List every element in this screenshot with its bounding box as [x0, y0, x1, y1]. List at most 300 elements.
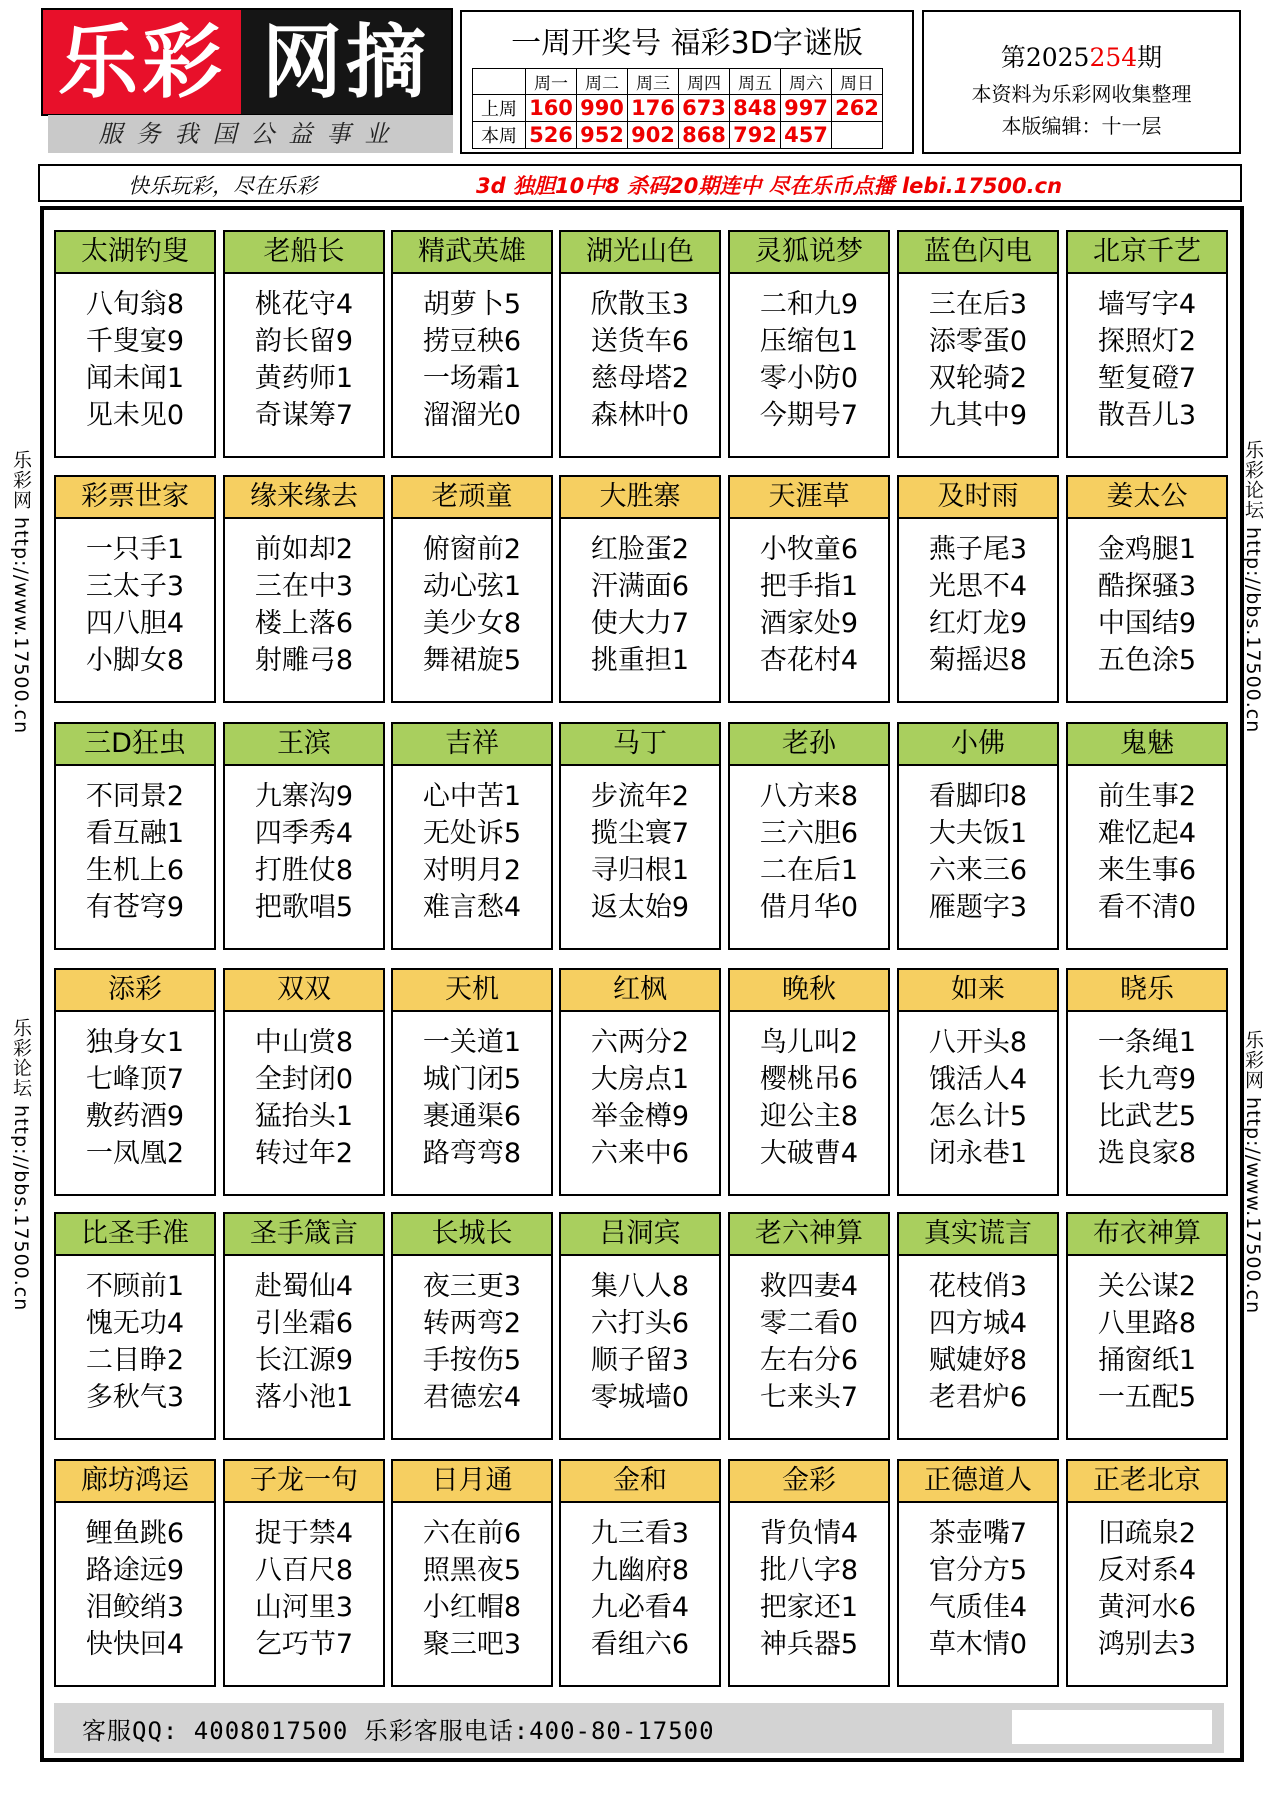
riddle-line: 看互融1 — [85, 818, 185, 849]
riddle-line: 看脚印8 — [928, 781, 1028, 812]
draw-number: 902 — [628, 122, 679, 149]
riddle-line: 光思不4 — [928, 571, 1028, 602]
card-author: 金和 — [561, 1461, 719, 1503]
card-author: 圣手箴言 — [225, 1214, 383, 1256]
draws-corner-cell — [473, 69, 526, 95]
riddle-line: 一只手1 — [85, 534, 185, 565]
card-author: 吕洞宾 — [561, 1214, 719, 1256]
riddle-line: 慈母塔2 — [590, 363, 690, 394]
riddle-line: 关公谋2 — [1097, 1271, 1197, 1302]
riddle-line: 八里路8 — [1097, 1308, 1197, 1339]
last-week-label: 上周 — [473, 95, 526, 122]
riddle-line: 森林叶0 — [590, 400, 690, 431]
card-author: 吉祥 — [393, 724, 551, 766]
card-riddles — [730, 766, 888, 926]
riddle-line: 小红帽8 — [422, 1592, 522, 1623]
riddle-card — [223, 1459, 385, 1687]
card-riddles — [1068, 1503, 1226, 1663]
riddle-line: 二和九9 — [759, 289, 859, 320]
draws-title: 一周开奖号 福彩3D字谜版 — [511, 26, 863, 61]
logo-part-red: 乐彩 — [43, 10, 241, 114]
riddle-card — [223, 968, 385, 1196]
riddle-line: 路弯弯8 — [422, 1138, 522, 1169]
card-riddles — [899, 1503, 1057, 1663]
riddle-line: 手按伤5 — [422, 1345, 522, 1376]
card-riddles — [56, 766, 214, 926]
riddle-line: 送货车6 — [590, 326, 690, 357]
riddle-line: 射雕弓8 — [254, 645, 354, 676]
riddle-line: 三六胆6 — [759, 818, 859, 849]
draws-table — [472, 68, 883, 149]
card-riddles — [56, 274, 214, 434]
card-author: 天机 — [393, 970, 551, 1012]
card-riddles — [561, 1012, 719, 1172]
card-author: 及时雨 — [899, 477, 1057, 519]
riddle-line: 溜溜光0 — [422, 400, 522, 431]
card-author: 长城长 — [393, 1214, 551, 1256]
footer-blank-box — [1012, 1710, 1212, 1744]
draw-number: 160 — [526, 95, 577, 122]
riddle-line: 小牧童6 — [759, 534, 859, 565]
card-riddles — [561, 274, 719, 434]
riddle-card — [391, 230, 553, 458]
riddle-line: 泪鲛绡3 — [85, 1592, 185, 1623]
issue-panel — [922, 10, 1241, 154]
riddle-card — [223, 230, 385, 458]
riddle-card — [728, 1459, 890, 1687]
riddle-line: 酒家处9 — [759, 608, 859, 639]
card-author: 比圣手准 — [56, 1214, 214, 1256]
riddle-line: 零城墙0 — [590, 1382, 690, 1413]
riddle-line: 鲤鱼跳6 — [85, 1518, 185, 1549]
riddle-line: 动心弦1 — [422, 571, 522, 602]
card-author: 老六神算 — [730, 1214, 888, 1256]
card-riddles — [225, 519, 383, 679]
riddle-line: 千叟宴9 — [85, 326, 185, 357]
riddle-line: 六来三6 — [928, 855, 1028, 886]
riddle-line: 举金樽9 — [590, 1101, 690, 1132]
side-text-right-bottom: 乐彩网 http://www.17500.cn — [1242, 1030, 1264, 1315]
riddle-card — [728, 230, 890, 458]
card-riddles — [56, 519, 214, 679]
riddle-line: 救四妻4 — [759, 1271, 859, 1302]
riddle-line: 黄药师1 — [254, 363, 354, 394]
card-riddles — [730, 1256, 888, 1416]
riddle-line: 怎么计5 — [928, 1101, 1028, 1132]
riddle-line: 快快回4 — [85, 1629, 185, 1660]
riddle-line: 顺子留3 — [590, 1345, 690, 1376]
riddle-line: 樱桃吊6 — [759, 1064, 859, 1095]
riddle-line: 鸟儿叫2 — [759, 1027, 859, 1058]
card-riddles — [56, 1503, 214, 1663]
this-week-row — [473, 122, 883, 149]
riddle-card — [391, 1459, 553, 1687]
riddle-line: 双轮骑2 — [928, 363, 1028, 394]
riddle-line: 城门闭5 — [422, 1064, 522, 1095]
card-riddles — [730, 1012, 888, 1172]
riddle-line: 六两分2 — [590, 1027, 690, 1058]
riddle-line: 九其中9 — [928, 400, 1028, 431]
card-riddles — [899, 766, 1057, 926]
riddle-card — [391, 1212, 553, 1440]
card-riddles — [225, 1012, 383, 1172]
riddle-line: 不顾前1 — [85, 1271, 185, 1302]
riddle-line: 借月华0 — [759, 892, 859, 923]
weekday-header: 周三 — [628, 69, 679, 95]
riddle-card — [54, 1212, 216, 1440]
riddle-line: 闻未闻1 — [85, 363, 185, 394]
riddle-line: 气质佳4 — [928, 1592, 1028, 1623]
riddle-line: 鸿别去3 — [1097, 1629, 1197, 1660]
card-author: 大胜寨 — [561, 477, 719, 519]
issue-suffix: 期 — [1137, 43, 1163, 72]
riddle-line: 夜三更3 — [422, 1271, 522, 1302]
card-author: 如来 — [899, 970, 1057, 1012]
card-riddles — [1068, 766, 1226, 926]
riddle-line: 捉于禁4 — [254, 1518, 354, 1549]
riddle-card — [897, 722, 1059, 950]
riddle-line: 七来头7 — [759, 1382, 859, 1413]
riddle-line: 美少女8 — [422, 608, 522, 639]
card-riddles — [1068, 1012, 1226, 1172]
riddle-line: 八百尺8 — [254, 1555, 354, 1586]
riddle-line: 桃花守4 — [254, 289, 354, 320]
riddle-line: 反对系4 — [1097, 1555, 1197, 1586]
card-riddles — [56, 1012, 214, 1172]
card-author: 太湖钓叟 — [56, 232, 214, 274]
riddle-card — [223, 1212, 385, 1440]
riddle-line: 旧疏泉2 — [1097, 1518, 1197, 1549]
issue-prefix: 第2025 — [1000, 43, 1090, 72]
side-text-left-top: 乐彩网 http://www.17500.cn — [10, 450, 32, 735]
riddle-line: 一条绳1 — [1097, 1027, 1197, 1058]
card-author: 小佛 — [899, 724, 1057, 766]
riddle-line: 转两弯2 — [422, 1308, 522, 1339]
riddle-line: 茶壶嘴7 — [928, 1518, 1028, 1549]
riddle-line: 大破曹4 — [759, 1138, 859, 1169]
riddle-line: 愧无功4 — [85, 1308, 185, 1339]
card-author: 蓝色闪电 — [899, 232, 1057, 274]
riddle-line: 汗满面6 — [590, 571, 690, 602]
riddle-line: 难言愁4 — [422, 892, 522, 923]
riddle-line: 步流年2 — [590, 781, 690, 812]
riddle-line: 一场霜1 — [422, 363, 522, 394]
riddle-line: 选良家8 — [1097, 1138, 1197, 1169]
riddle-card — [1066, 475, 1228, 703]
riddle-line: 九寨沟9 — [254, 781, 354, 812]
riddle-line: 菊摇迟8 — [928, 645, 1028, 676]
riddle-line: 集八人8 — [590, 1271, 690, 1302]
riddle-line: 八开头8 — [928, 1027, 1028, 1058]
riddle-line: 黄河水6 — [1097, 1592, 1197, 1623]
riddle-line: 来生事6 — [1097, 855, 1197, 886]
riddle-line: 楼上落6 — [254, 608, 354, 639]
riddle-line: 一五配5 — [1097, 1382, 1197, 1413]
card-author: 三D狂虫 — [56, 724, 214, 766]
riddle-line: 背负情4 — [759, 1518, 859, 1549]
riddle-card — [559, 1212, 721, 1440]
footer-bar — [54, 1703, 1224, 1753]
draw-number: 176 — [628, 95, 679, 122]
card-author: 晚秋 — [730, 970, 888, 1012]
editor-note: 本版编辑：十一层 — [1001, 114, 1162, 138]
riddle-line: 雁题字3 — [928, 892, 1028, 923]
card-riddles — [393, 1012, 551, 1172]
riddle-card — [54, 722, 216, 950]
riddle-line: 中国结9 — [1097, 608, 1197, 639]
riddle-line: 使大力7 — [590, 608, 690, 639]
riddle-line: 路途远9 — [85, 1555, 185, 1586]
riddle-line: 花枝俏3 — [928, 1271, 1028, 1302]
riddle-line: 山河里3 — [254, 1592, 354, 1623]
weekly-draws-panel — [460, 10, 914, 154]
riddle-line: 左右分6 — [759, 1345, 859, 1376]
riddle-line: 迎公主8 — [759, 1101, 859, 1132]
card-author: 精武英雄 — [393, 232, 551, 274]
draw-number: 848 — [730, 95, 781, 122]
riddle-card — [54, 475, 216, 703]
riddle-line: 裹通渠6 — [422, 1101, 522, 1132]
card-author: 姜太公 — [1068, 477, 1226, 519]
card-riddles — [225, 1503, 383, 1663]
riddle-line: 俯窗前2 — [422, 534, 522, 565]
riddle-line: 挑重担1 — [590, 645, 690, 676]
riddle-line: 韵长留9 — [254, 326, 354, 357]
weekday-header: 周五 — [730, 69, 781, 95]
card-author: 缘来缘去 — [225, 477, 383, 519]
riddle-line: 八方来8 — [759, 781, 859, 812]
weekday-header: 周六 — [781, 69, 832, 95]
riddle-line: 批八字8 — [759, 1555, 859, 1586]
card-author: 马丁 — [561, 724, 719, 766]
riddle-line: 一关道1 — [422, 1027, 522, 1058]
riddle-line: 三太子3 — [85, 571, 185, 602]
card-riddles — [899, 519, 1057, 679]
side-text-right-top: 乐彩论坛 http://bbs.17500.cn — [1242, 440, 1264, 734]
riddle-line: 前如却2 — [254, 534, 354, 565]
riddle-line: 四八胆4 — [85, 608, 185, 639]
riddle-card — [1066, 230, 1228, 458]
riddle-line: 前生事2 — [1097, 781, 1197, 812]
riddle-line: 赋婕妤8 — [928, 1345, 1028, 1376]
riddle-line: 引坐霜6 — [254, 1308, 354, 1339]
riddle-line: 大房点1 — [590, 1064, 690, 1095]
riddle-line: 神兵器5 — [759, 1629, 859, 1660]
riddle-card — [897, 230, 1059, 458]
riddle-line: 无处诉5 — [422, 818, 522, 849]
riddle-card — [223, 475, 385, 703]
riddle-line: 燕子尾3 — [928, 534, 1028, 565]
card-author: 正德道人 — [899, 1461, 1057, 1503]
card-riddles — [899, 1256, 1057, 1416]
riddle-line: 君德宏4 — [422, 1382, 522, 1413]
riddle-line: 一凤凰2 — [85, 1138, 185, 1169]
riddle-line: 零小防0 — [759, 363, 859, 394]
card-riddles — [1068, 274, 1226, 434]
issue-number — [924, 38, 1239, 74]
riddle-line: 二目睁2 — [85, 1345, 185, 1376]
riddle-line: 寻归根1 — [590, 855, 690, 886]
card-riddles — [56, 1256, 214, 1416]
card-author: 老船长 — [225, 232, 383, 274]
this-week-label: 本周 — [473, 122, 526, 149]
riddle-line: 小脚女8 — [85, 645, 185, 676]
card-author: 子龙一句 — [225, 1461, 383, 1503]
slogan: 服务我国公益事业 — [48, 115, 453, 153]
riddle-line: 长九弯9 — [1097, 1064, 1197, 1095]
riddle-line: 胡萝卜5 — [422, 289, 522, 320]
riddle-card — [559, 230, 721, 458]
draw-number: 457 — [781, 122, 832, 149]
riddle-line: 堑复磴7 — [1097, 363, 1197, 394]
riddle-line: 看不清0 — [1097, 892, 1197, 923]
riddle-card — [1066, 722, 1228, 950]
card-riddles — [561, 519, 719, 679]
riddle-card — [391, 968, 553, 1196]
riddle-line: 独身女1 — [85, 1027, 185, 1058]
card-riddles — [730, 1503, 888, 1663]
riddle-line: 红灯龙9 — [928, 608, 1028, 639]
riddle-line: 长江源9 — [254, 1345, 354, 1376]
card-author: 红枫 — [561, 970, 719, 1012]
card-riddles — [393, 1256, 551, 1416]
riddle-line: 比武艺5 — [1097, 1101, 1197, 1132]
riddle-line: 把家还1 — [759, 1592, 859, 1623]
riddle-line: 全封闭0 — [254, 1064, 354, 1095]
riddle-card — [728, 475, 890, 703]
riddle-line: 落小池1 — [254, 1382, 354, 1413]
riddle-line: 饿活人4 — [928, 1064, 1028, 1095]
card-author: 老顽童 — [393, 477, 551, 519]
card-author: 鬼魅 — [1068, 724, 1226, 766]
card-riddles — [393, 274, 551, 434]
riddle-line: 二在后1 — [759, 855, 859, 886]
riddle-line: 三在中3 — [254, 571, 354, 602]
riddle-line: 四季秀4 — [254, 818, 354, 849]
riddle-card — [897, 1459, 1059, 1687]
card-author: 灵狐说梦 — [730, 232, 888, 274]
riddle-line: 返太始9 — [590, 892, 690, 923]
card-riddles — [225, 1256, 383, 1416]
card-riddles — [1068, 519, 1226, 679]
riddle-line: 中山赏8 — [254, 1027, 354, 1058]
riddle-line: 红脸蛋2 — [590, 534, 690, 565]
card-author: 真实谎言 — [899, 1214, 1057, 1256]
card-riddles — [561, 766, 719, 926]
card-author: 晓乐 — [1068, 970, 1226, 1012]
weekday-header: 周四 — [679, 69, 730, 95]
riddle-card — [559, 475, 721, 703]
card-riddles — [899, 274, 1057, 434]
riddle-line: 老君炉6 — [928, 1382, 1028, 1413]
riddle-line: 大夫饭1 — [928, 818, 1028, 849]
riddle-line: 七峰顶7 — [85, 1064, 185, 1095]
banner-slogan: 快乐玩彩，尽在乐彩 — [128, 174, 317, 198]
card-author: 廊坊鸿运 — [56, 1461, 214, 1503]
card-author: 彩票世家 — [56, 477, 214, 519]
riddle-line: 猛抬头1 — [254, 1101, 354, 1132]
card-author: 北京千艺 — [1068, 232, 1226, 274]
riddle-line: 杏花村4 — [759, 645, 859, 676]
card-author: 王滨 — [225, 724, 383, 766]
riddle-line: 四方城4 — [928, 1308, 1028, 1339]
riddle-card — [1066, 968, 1228, 1196]
riddle-card — [728, 1212, 890, 1440]
riddle-line: 捞豆秧6 — [422, 326, 522, 357]
riddle-line: 看组六6 — [590, 1629, 690, 1660]
riddle-card — [559, 1459, 721, 1687]
card-author: 天涯草 — [730, 477, 888, 519]
promo-banner — [38, 164, 1242, 202]
draw-number: 997 — [781, 95, 832, 122]
riddle-line: 草木情0 — [928, 1629, 1028, 1660]
card-author: 湖光山色 — [561, 232, 719, 274]
weekday-header: 周一 — [526, 69, 577, 95]
riddle-line: 把手指1 — [759, 571, 859, 602]
riddle-card — [391, 475, 553, 703]
card-riddles — [393, 766, 551, 926]
customer-service-info: 客服QQ: 4008017500 乐彩客服电话:400-80-17500 — [82, 1717, 715, 1745]
riddle-line: 六打头6 — [590, 1308, 690, 1339]
draw-number: 868 — [679, 122, 730, 149]
riddle-line: 乞巧节7 — [254, 1629, 354, 1660]
card-author: 正老北京 — [1068, 1461, 1226, 1503]
riddle-card — [1066, 1459, 1228, 1687]
riddle-line: 赴蜀仙4 — [254, 1271, 354, 1302]
riddle-line: 敷药酒9 — [85, 1101, 185, 1132]
riddle-line: 六在前6 — [422, 1518, 522, 1549]
riddle-line: 九三看3 — [590, 1518, 690, 1549]
riddle-card — [54, 230, 216, 458]
last-week-row — [473, 95, 883, 122]
draws-header-row — [473, 69, 883, 95]
riddle-line: 散吾儿3 — [1097, 400, 1197, 431]
draw-number: 673 — [679, 95, 730, 122]
issue-note: 本资料为乐彩网收集整理 — [971, 82, 1192, 106]
riddle-line: 八旬翁8 — [85, 289, 185, 320]
card-riddles — [561, 1256, 719, 1416]
riddle-line: 添零蛋0 — [928, 326, 1028, 357]
riddle-card — [1066, 1212, 1228, 1440]
weekday-header: 周二 — [577, 69, 628, 95]
riddle-line: 零二看0 — [759, 1308, 859, 1339]
riddle-card — [54, 1459, 216, 1687]
riddle-line: 聚三吧3 — [422, 1629, 522, 1660]
riddle-line: 六来中6 — [590, 1138, 690, 1169]
riddle-card — [728, 968, 890, 1196]
card-riddles — [730, 519, 888, 679]
card-riddles — [225, 766, 383, 926]
riddle-line: 五色涂5 — [1097, 645, 1197, 676]
riddle-line: 揽尘寰7 — [590, 818, 690, 849]
riddle-line: 金鸡腿1 — [1097, 534, 1197, 565]
riddle-line: 心中苦1 — [422, 781, 522, 812]
draw-number: 952 — [577, 122, 628, 149]
riddle-card — [223, 722, 385, 950]
riddle-line: 墙写字4 — [1097, 289, 1197, 320]
riddle-card — [897, 475, 1059, 703]
card-riddles — [730, 274, 888, 434]
riddle-line: 把歌唱5 — [254, 892, 354, 923]
riddle-line: 有苍穹9 — [85, 892, 185, 923]
riddle-line: 官分方5 — [928, 1555, 1028, 1586]
banner-promo-link[interactable]: 3d 独胆10中8 杀码20期连中 尽在乐币点播 lebi.17500.cn — [476, 174, 1063, 198]
riddle-card — [54, 968, 216, 1196]
card-author: 布衣神算 — [1068, 1214, 1226, 1256]
riddle-line: 闭永巷1 — [928, 1138, 1028, 1169]
weekday-header: 周日 — [832, 69, 883, 95]
draw-number: 526 — [526, 122, 577, 149]
